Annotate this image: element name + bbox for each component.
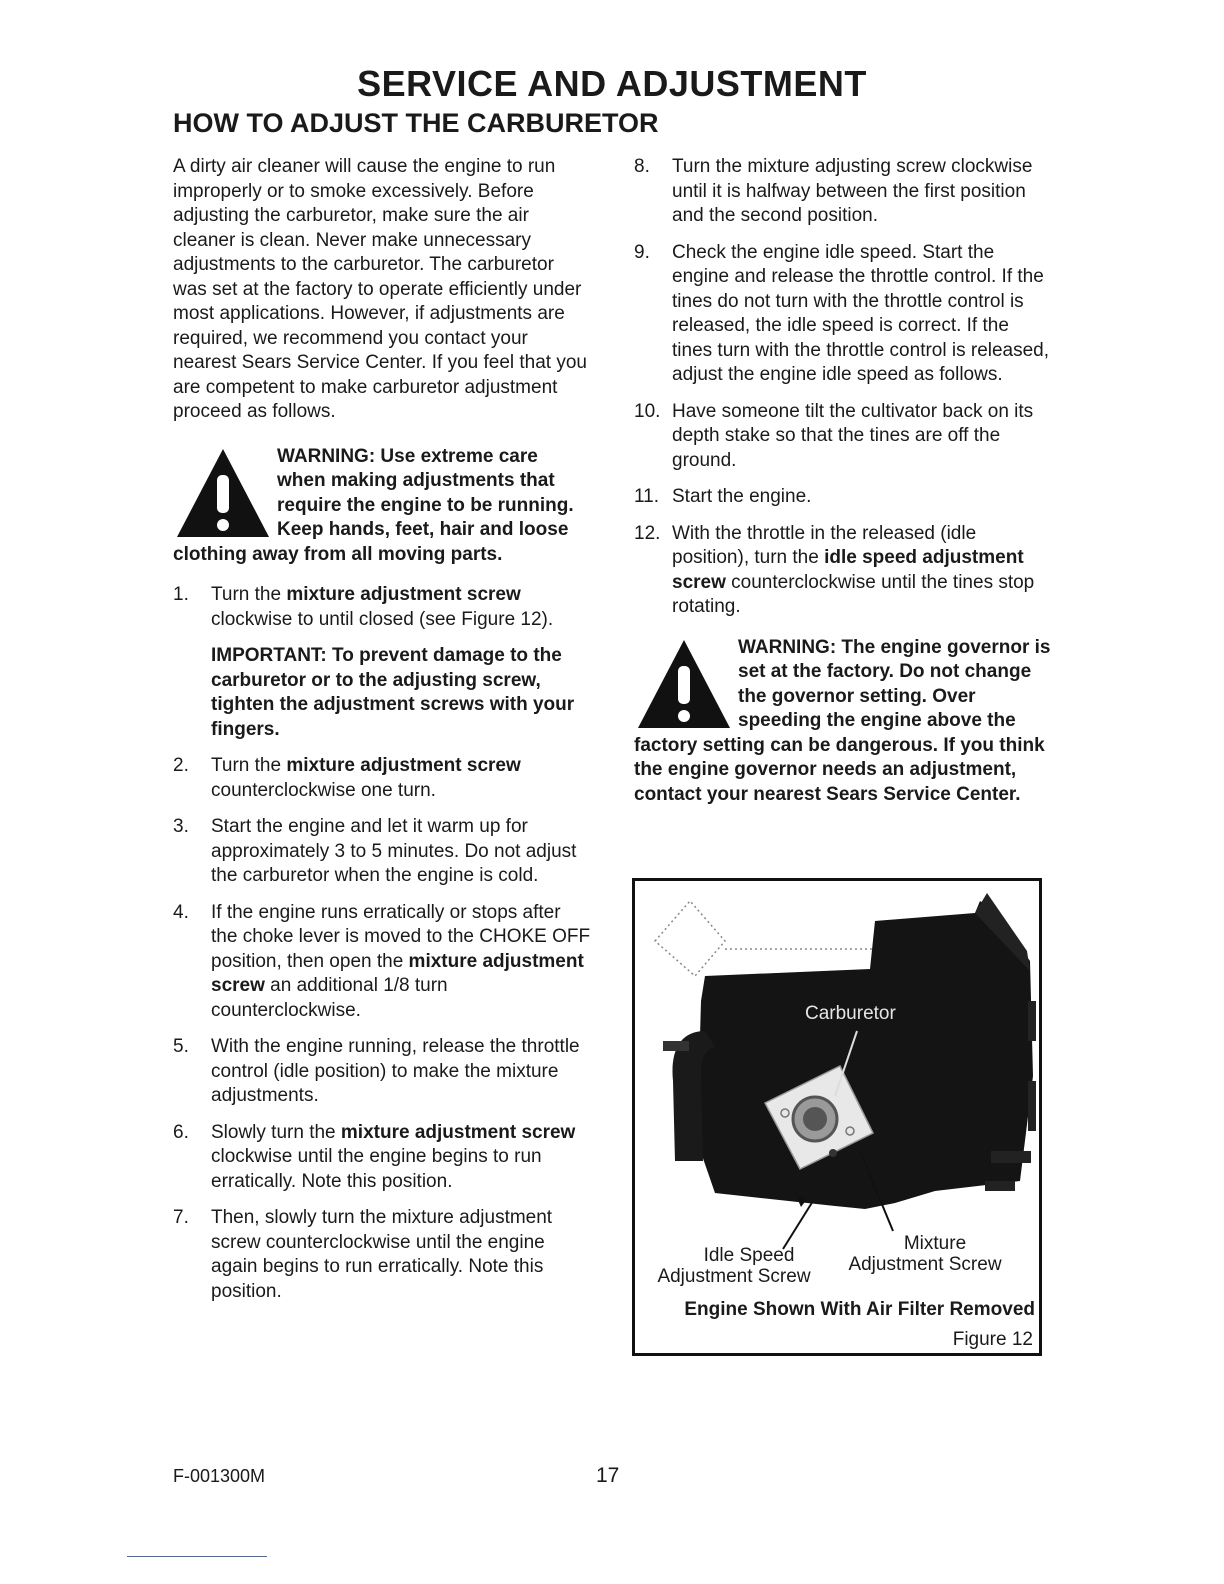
- step-text: counterclockwise one turn.: [211, 779, 436, 801]
- warning-block-1: [173, 445, 591, 568]
- figure-number: Figure 12: [952, 1329, 1033, 1350]
- list-item: [173, 1035, 591, 1109]
- step-text: clockwise to until closed (see Figure 12).: [211, 608, 554, 630]
- step-keyword: mixture adjustment screw: [286, 755, 521, 776]
- warning-text-2: WARNING: The engine governor is set at the factory. Do not change the governor setting. Over speeding the engine above the factory setting can be dangerous. If you think the engine governor needs an adjustment, contact your nearest Sears Service Center.: [634, 636, 1051, 805]
- step-text: If the engine runs erratically or stops after the choke lever is moved to the CHOKE OFF position, then open the: [211, 901, 591, 972]
- step-text: Turn the: [211, 584, 287, 605]
- step-number: 5.: [173, 1036, 189, 1057]
- section-heading: HOW TO ADJUST THE CARBURETOR: [173, 108, 659, 138]
- engine-illustration: [635, 881, 1039, 1291]
- step-number: 2.: [173, 755, 189, 776]
- list-item: [173, 815, 591, 889]
- page-title: SERVICE AND ADJUSTMENT: [357, 63, 867, 104]
- step-text: Start the engine.: [672, 486, 812, 507]
- step-text: With the engine running, release the throttle control (idle position) to make the mixture adjustments.: [211, 1036, 580, 1106]
- step-text: Then, slowly turn the mixture adjustment screw counterclockwise until the engine again begins to run erratically. Note this position.: [211, 1207, 553, 1302]
- list-item: [173, 1206, 591, 1304]
- footer-rule: [127, 1556, 267, 1557]
- list-item: [173, 754, 591, 803]
- left-column: [173, 155, 591, 1304]
- step-text: With the throttle in the released (idle position), turn the: [672, 522, 977, 568]
- step-keyword: idle speed adjustment screw: [672, 547, 1024, 593]
- step-text: Have someone tilt the cultivator back on its depth stake so that the tines are off the ground.: [672, 400, 1034, 471]
- list-item: [634, 485, 1054, 510]
- figure-12: [632, 878, 1042, 1356]
- step-number: 11.: [634, 486, 660, 507]
- steps-list-left: [173, 583, 591, 1304]
- list-item: [634, 155, 1054, 229]
- list-item: [634, 241, 1054, 388]
- step-keyword: mixture adjustment screw: [340, 1121, 576, 1143]
- mixture-label-line-2: Adjustment Screw: [848, 1254, 1002, 1275]
- page-number: 17: [596, 1464, 620, 1487]
- document-code: F-001300M: [173, 1466, 266, 1486]
- step-keyword: mixture adjustment screw: [286, 584, 521, 605]
- important-note: IMPORTANT: To prevent damage to the carburetor or to the adjusting screw, tighten the adjustment screws with your fingers.: [211, 645, 575, 740]
- step-text: counterclockwise until the tines stop rotating.: [672, 571, 1035, 617]
- idle-label-line-2: Adjustment Screw: [657, 1266, 811, 1287]
- step-text: Check the engine idle speed. Start the engine and release the throttle control. If the tines do not turn with the throttle control is released, the idle speed is correct. If the tines turn with the throttle control is released, adjust the engine idle speed as follows.: [672, 241, 1050, 385]
- list-item: [634, 522, 1054, 620]
- figure-caption: Engine Shown With Air Filter Removed: [684, 1299, 1035, 1320]
- warning-block-2: [634, 636, 1054, 808]
- step-text: clockwise until the engine begins to run erratically. Note this position.: [211, 1146, 542, 1192]
- step-text: Slowly turn the: [211, 1121, 341, 1143]
- step-text: Turn the: [211, 755, 287, 776]
- right-column: [634, 155, 1054, 807]
- carburetor-label: Carburetor: [805, 1003, 896, 1024]
- step-number: 1.: [173, 584, 189, 605]
- step-text: Turn the mixture adjusting screw clockwise until it is halfway between the first position and the second position.: [672, 156, 1033, 226]
- step-number: 7.: [173, 1207, 189, 1228]
- step-number: 9.: [634, 241, 650, 263]
- step-number: 12.: [634, 522, 661, 544]
- step-text: Start the engine and let it warm up for approximately 3 to 5 minutes. Do not adjust the carburetor when the engine is cold.: [211, 816, 577, 886]
- step-number: 3.: [173, 816, 189, 837]
- warning-text-1: WARNING: Use extreme care when making adjustments that require the engine to be running. Keep hands, feet, hair and loose clothing away from all moving parts.: [173, 445, 574, 565]
- idle-speed-label: [649, 1245, 819, 1287]
- step-text: an additional 1/8 turn counterclockwise.: [211, 975, 448, 1021]
- list-item: [173, 1121, 591, 1195]
- step-number: 10.: [634, 400, 661, 422]
- mixture-label: [835, 1233, 1015, 1275]
- list-item: [173, 583, 591, 742]
- idle-label-line-1: Idle Speed: [703, 1245, 795, 1266]
- list-item: [634, 400, 1054, 474]
- steps-list-right: [634, 155, 1054, 620]
- step-keyword: mixture adjustment screw: [211, 950, 584, 996]
- intro-paragraph: A dirty air cleaner will cause the engine to run improperly or to smoke excessively. Before adjusting the carburetor, make sure the air cleaner is clean. Never make unnecessary adjustments to the carburetor. The carburetor was set at the factory to operate efficiently under most applications. However, if adjustments are required, we recommend you contact your nearest Sears Service Center. If you feel that you are competent to make carburetor adjustment proceed as follows.: [173, 156, 588, 422]
- mixture-label-line-1: Mixture: [903, 1233, 967, 1254]
- warning-triangle-icon: [173, 445, 273, 540]
- step-number: 8.: [634, 156, 650, 177]
- warning-triangle-icon: [634, 636, 734, 731]
- step-number: 6.: [173, 1121, 189, 1143]
- list-item: [173, 901, 591, 1024]
- step-number: 4.: [173, 901, 189, 923]
